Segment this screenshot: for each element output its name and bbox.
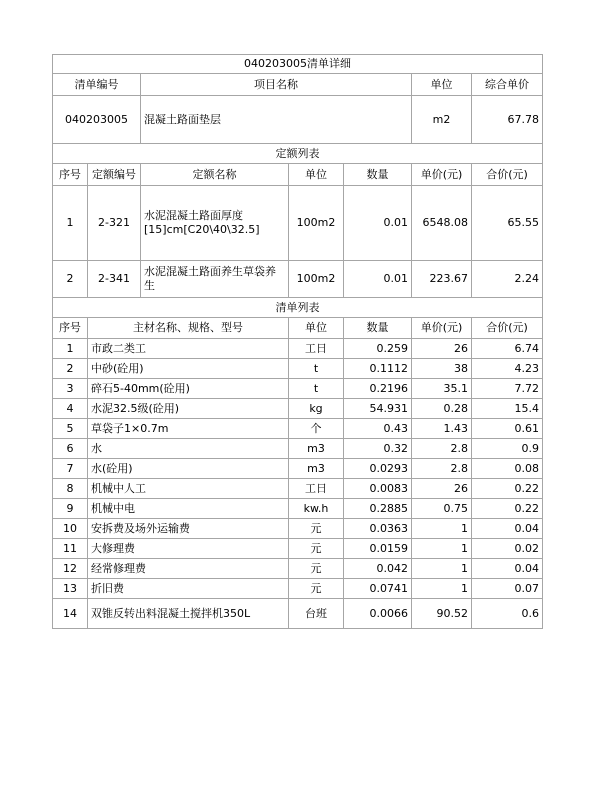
summary-unit: m2 [412,96,472,144]
quota-no: 2 [53,261,88,298]
list-row [53,339,543,359]
quota-header-name: 定额名称 [141,164,289,186]
list-price: 1 [412,559,472,579]
table-title: 040203005清单详细 [53,55,543,74]
quota-header-row [53,164,543,186]
list-total: 0.6 [472,599,543,629]
summary-header-name: 项目名称 [141,74,412,96]
list-price: 1 [412,519,472,539]
list-row [53,579,543,599]
summary-header-unit: 单位 [412,74,472,96]
list-name: 水 [88,439,289,459]
list-name: 市政二类工 [88,339,289,359]
list-qty: 0.0741 [344,579,412,599]
list-unit: m3 [289,459,344,479]
list-total: 0.07 [472,579,543,599]
list-qty: 0.2196 [344,379,412,399]
list-price: 1 [412,539,472,559]
list-row [53,459,543,479]
list-row [53,479,543,499]
quota-qty: 0.01 [344,261,412,298]
quota-section-title: 定额列表 [53,144,543,164]
list-unit: 个 [289,419,344,439]
quota-header-code: 定额编号 [88,164,141,186]
list-price: 0.75 [412,499,472,519]
list-qty: 0.0293 [344,459,412,479]
list-name: 安拆费及场外运输费 [88,519,289,539]
list-price: 90.52 [412,599,472,629]
list-unit: 工日 [289,339,344,359]
list-name: 经常修理费 [88,559,289,579]
list-total: 0.04 [472,559,543,579]
list-no: 3 [53,379,88,399]
list-unit: kg [289,399,344,419]
summary-name: 混凝土路面垫层 [141,96,412,144]
summary-code: 040203005 [53,96,141,144]
list-qty: 0.0066 [344,599,412,629]
list-row [53,539,543,559]
list-price: 2.8 [412,439,472,459]
list-name: 碎石5-40mm(砼用) [88,379,289,399]
quota-header-unit: 单位 [289,164,344,186]
summary-price: 67.78 [472,96,543,144]
list-total: 0.08 [472,459,543,479]
list-total: 4.23 [472,359,543,379]
quota-section-row [53,144,543,164]
list-price: 2.8 [412,459,472,479]
list-name: 机械中电 [88,499,289,519]
list-name: 大修理费 [88,539,289,559]
summary-row [53,96,543,144]
list-row [53,359,543,379]
list-row [53,439,543,459]
list-name: 机械中人工 [88,479,289,499]
list-header-unit: 单位 [289,318,344,339]
list-unit: 元 [289,579,344,599]
list-no: 12 [53,559,88,579]
quota-total: 2.24 [472,261,543,298]
list-qty: 0.0083 [344,479,412,499]
list-qty: 0.0159 [344,539,412,559]
list-unit: t [289,359,344,379]
quota-qty: 0.01 [344,186,412,261]
list-qty: 0.1112 [344,359,412,379]
list-unit: kw.h [289,499,344,519]
list-unit: t [289,379,344,399]
list-unit: 工日 [289,479,344,499]
list-total: 0.02 [472,539,543,559]
list-no: 9 [53,499,88,519]
list-price: 26 [412,339,472,359]
quota-header-price: 单价(元) [412,164,472,186]
quota-price: 6548.08 [412,186,472,261]
list-name: 水泥32.5级(砼用) [88,399,289,419]
table-title-row [53,55,543,74]
list-qty: 54.931 [344,399,412,419]
list-row [53,499,543,519]
list-row [53,559,543,579]
list-qty: 0.43 [344,419,412,439]
list-total: 0.04 [472,519,543,539]
list-total: 0.22 [472,479,543,499]
list-no: 13 [53,579,88,599]
list-qty: 0.2885 [344,499,412,519]
list-unit: 元 [289,539,344,559]
list-header-name: 主材名称、规格、型号 [88,318,289,339]
quota-no: 1 [53,186,88,261]
list-row [53,379,543,399]
list-price: 38 [412,359,472,379]
list-row [53,399,543,419]
list-unit: 台班 [289,599,344,629]
list-qty: 0.32 [344,439,412,459]
list-no: 1 [53,339,88,359]
list-row [53,599,543,629]
list-name: 折旧费 [88,579,289,599]
list-no: 7 [53,459,88,479]
list-no: 5 [53,419,88,439]
quota-price: 223.67 [412,261,472,298]
list-price: 26 [412,479,472,499]
list-no: 8 [53,479,88,499]
list-price: 0.28 [412,399,472,419]
quota-unit: 100m2 [289,261,344,298]
list-name: 中砂(砼用) [88,359,289,379]
quota-code: 2-321 [88,186,141,261]
list-price: 35.1 [412,379,472,399]
list-header-no: 序号 [53,318,88,339]
quota-header-qty: 数量 [344,164,412,186]
quota-header-total: 合价(元) [472,164,543,186]
quota-row [53,261,543,298]
quota-name: 水泥混凝土路面养生草袋养生 [141,261,289,298]
list-section-title: 清单列表 [53,298,543,318]
list-section-row [53,298,543,318]
list-price: 1.43 [412,419,472,439]
summary-header-price: 综合单价 [472,74,543,96]
list-no: 6 [53,439,88,459]
list-total: 0.9 [472,439,543,459]
list-qty: 0.0363 [344,519,412,539]
list-no: 14 [53,599,88,629]
list-total: 0.61 [472,419,543,439]
list-name: 草袋子1×0.7m [88,419,289,439]
list-name: 双锥反转出料混凝土搅拌机350L [88,599,289,629]
cost-detail-table [52,54,543,629]
list-no: 11 [53,539,88,559]
list-header-row [53,318,543,339]
list-unit: m3 [289,439,344,459]
list-row [53,419,543,439]
quota-unit: 100m2 [289,186,344,261]
list-qty: 0.259 [344,339,412,359]
quota-code: 2-341 [88,261,141,298]
list-header-price: 单价(元) [412,318,472,339]
list-header-total: 合价(元) [472,318,543,339]
list-row [53,519,543,539]
list-total: 6.74 [472,339,543,359]
summary-header-row [53,74,543,96]
list-no: 4 [53,399,88,419]
list-unit: 元 [289,519,344,539]
quota-name: 水泥混凝土路面厚度[15]cm[C20\40\32.5] [141,186,289,261]
list-header-qty: 数量 [344,318,412,339]
list-total: 0.22 [472,499,543,519]
list-price: 1 [412,579,472,599]
list-unit: 元 [289,559,344,579]
quota-total: 65.55 [472,186,543,261]
quota-row [53,186,543,261]
list-no: 10 [53,519,88,539]
list-name: 水(砼用) [88,459,289,479]
quota-header-no: 序号 [53,164,88,186]
summary-header-code: 清单编号 [53,74,141,96]
cost-detail-sheet [52,54,543,629]
list-no: 2 [53,359,88,379]
list-total: 15.4 [472,399,543,419]
list-qty: 0.042 [344,559,412,579]
list-total: 7.72 [472,379,543,399]
